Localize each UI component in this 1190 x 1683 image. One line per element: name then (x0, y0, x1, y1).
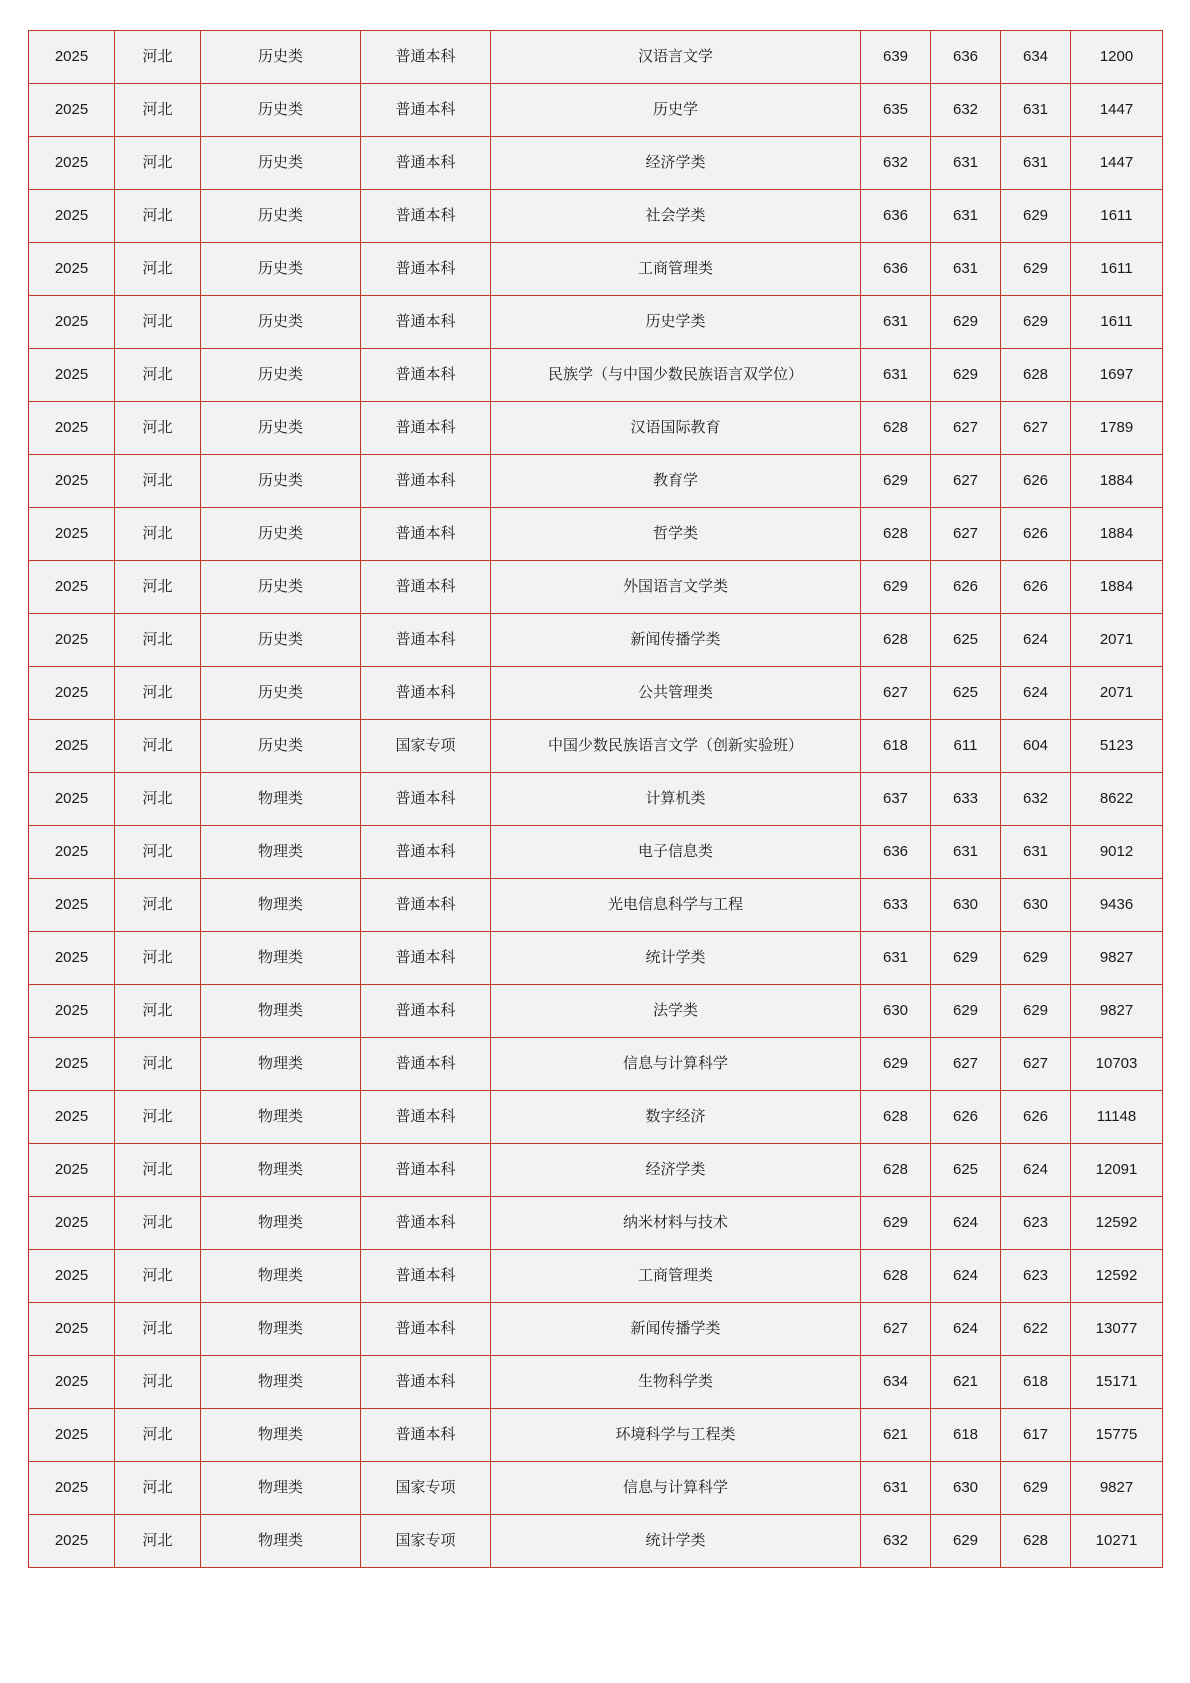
table-row (29, 137, 1163, 190)
cell-major: 公共管理类 (491, 667, 861, 720)
cell-batch: 普通本科 (361, 84, 491, 137)
cell-province: 河北 (115, 561, 201, 614)
cell-major: 信息与计算科学 (491, 1462, 861, 1515)
cell-max-score: 627 (861, 1303, 931, 1356)
cell-max-score: 629 (861, 455, 931, 508)
table-row (29, 720, 1163, 773)
cell-batch: 普通本科 (361, 349, 491, 402)
cell-major: 经济学类 (491, 1144, 861, 1197)
cell-year: 2025 (29, 932, 115, 985)
cell-max-score: 628 (861, 402, 931, 455)
cell-min-score: 636 (931, 31, 1001, 84)
table-row (29, 508, 1163, 561)
cell-max-score: 628 (861, 1144, 931, 1197)
cell-year: 2025 (29, 720, 115, 773)
cell-province: 河北 (115, 1515, 201, 1568)
cell-max-score: 630 (861, 985, 931, 1038)
cell-max-score: 618 (861, 720, 931, 773)
cell-province: 河北 (115, 402, 201, 455)
cell-min-score: 631 (931, 826, 1001, 879)
cell-avg-score: 618 (1001, 1356, 1071, 1409)
cell-province: 河北 (115, 1303, 201, 1356)
cell-major: 历史学 (491, 84, 861, 137)
cell-subject-type: 物理类 (201, 1356, 361, 1409)
cell-avg-score: 627 (1001, 402, 1071, 455)
cell-province: 河北 (115, 667, 201, 720)
cell-min-score: 627 (931, 1038, 1001, 1091)
cell-rank: 1611 (1071, 190, 1163, 243)
cell-province: 河北 (115, 1250, 201, 1303)
table-row (29, 402, 1163, 455)
table-row (29, 1144, 1163, 1197)
cell-subject-type: 历史类 (201, 614, 361, 667)
table-row (29, 614, 1163, 667)
cell-batch: 普通本科 (361, 561, 491, 614)
cell-province: 河北 (115, 1197, 201, 1250)
cell-major: 教育学 (491, 455, 861, 508)
cell-year: 2025 (29, 826, 115, 879)
cell-major: 经济学类 (491, 137, 861, 190)
cell-max-score: 631 (861, 932, 931, 985)
cell-subject-type: 物理类 (201, 932, 361, 985)
cell-major: 社会学类 (491, 190, 861, 243)
cell-avg-score: 631 (1001, 826, 1071, 879)
cell-batch: 普通本科 (361, 402, 491, 455)
cell-year: 2025 (29, 402, 115, 455)
cell-batch: 普通本科 (361, 1356, 491, 1409)
table-row (29, 1303, 1163, 1356)
cell-max-score: 628 (861, 1250, 931, 1303)
cell-subject-type: 物理类 (201, 1515, 361, 1568)
cell-max-score: 636 (861, 826, 931, 879)
cell-min-score: 630 (931, 1462, 1001, 1515)
table-row (29, 879, 1163, 932)
cell-max-score: 635 (861, 84, 931, 137)
cell-major: 数字经济 (491, 1091, 861, 1144)
cell-min-score: 625 (931, 614, 1001, 667)
cell-avg-score: 624 (1001, 667, 1071, 720)
cell-major: 工商管理类 (491, 243, 861, 296)
cell-major: 纳米材料与技术 (491, 1197, 861, 1250)
cell-rank: 1697 (1071, 349, 1163, 402)
cell-province: 河北 (115, 508, 201, 561)
cell-max-score: 633 (861, 879, 931, 932)
cell-max-score: 632 (861, 137, 931, 190)
cell-rank: 12592 (1071, 1250, 1163, 1303)
cell-year: 2025 (29, 31, 115, 84)
cell-max-score: 634 (861, 1356, 931, 1409)
cell-year: 2025 (29, 1515, 115, 1568)
cell-batch: 普通本科 (361, 1409, 491, 1462)
table-row (29, 1038, 1163, 1091)
cell-rank: 9436 (1071, 879, 1163, 932)
cell-min-score: 631 (931, 190, 1001, 243)
cell-major: 汉语言文学 (491, 31, 861, 84)
cell-year: 2025 (29, 1250, 115, 1303)
cell-year: 2025 (29, 985, 115, 1038)
cell-min-score: 631 (931, 243, 1001, 296)
cell-rank: 9827 (1071, 932, 1163, 985)
cell-major: 民族学（与中国少数民族语言双学位） (491, 349, 861, 402)
cell-max-score: 621 (861, 1409, 931, 1462)
table-body (29, 31, 1163, 1568)
cell-province: 河北 (115, 137, 201, 190)
cell-major: 新闻传播学类 (491, 614, 861, 667)
cell-subject-type: 历史类 (201, 402, 361, 455)
cell-rank: 9827 (1071, 1462, 1163, 1515)
cell-year: 2025 (29, 561, 115, 614)
cell-major: 法学类 (491, 985, 861, 1038)
cell-max-score: 629 (861, 561, 931, 614)
cell-subject-type: 历史类 (201, 84, 361, 137)
cell-min-score: 629 (931, 1515, 1001, 1568)
cell-min-score: 624 (931, 1303, 1001, 1356)
cell-subject-type: 物理类 (201, 1303, 361, 1356)
cell-rank: 9012 (1071, 826, 1163, 879)
cell-province: 河北 (115, 84, 201, 137)
cell-min-score: 633 (931, 773, 1001, 826)
cell-subject-type: 物理类 (201, 879, 361, 932)
cell-avg-score: 624 (1001, 1144, 1071, 1197)
cell-major: 统计学类 (491, 932, 861, 985)
cell-avg-score: 629 (1001, 296, 1071, 349)
cell-year: 2025 (29, 1409, 115, 1462)
cell-province: 河北 (115, 826, 201, 879)
cell-subject-type: 历史类 (201, 667, 361, 720)
cell-avg-score: 623 (1001, 1250, 1071, 1303)
cell-batch: 国家专项 (361, 720, 491, 773)
cell-rank: 15775 (1071, 1409, 1163, 1462)
cell-min-score: 629 (931, 985, 1001, 1038)
cell-avg-score: 629 (1001, 190, 1071, 243)
cell-province: 河北 (115, 455, 201, 508)
cell-subject-type: 物理类 (201, 773, 361, 826)
cell-batch: 普通本科 (361, 667, 491, 720)
cell-year: 2025 (29, 1462, 115, 1515)
cell-province: 河北 (115, 1144, 201, 1197)
cell-max-score: 636 (861, 243, 931, 296)
cell-year: 2025 (29, 243, 115, 296)
table-row (29, 1515, 1163, 1568)
cell-subject-type: 历史类 (201, 349, 361, 402)
cell-major: 光电信息科学与工程 (491, 879, 861, 932)
cell-min-score: 630 (931, 879, 1001, 932)
cell-batch: 普通本科 (361, 879, 491, 932)
cell-year: 2025 (29, 667, 115, 720)
cell-max-score: 632 (861, 1515, 931, 1568)
cell-max-score: 639 (861, 31, 931, 84)
cell-batch: 普通本科 (361, 1303, 491, 1356)
cell-year: 2025 (29, 1303, 115, 1356)
cell-major: 新闻传播学类 (491, 1303, 861, 1356)
cell-subject-type: 历史类 (201, 190, 361, 243)
cell-batch: 国家专项 (361, 1462, 491, 1515)
cell-avg-score: 630 (1001, 879, 1071, 932)
cell-province: 河北 (115, 190, 201, 243)
cell-rank: 2071 (1071, 614, 1163, 667)
cell-year: 2025 (29, 349, 115, 402)
cell-province: 河北 (115, 1462, 201, 1515)
table-row (29, 1091, 1163, 1144)
table-row (29, 985, 1163, 1038)
cell-avg-score: 626 (1001, 508, 1071, 561)
cell-province: 河北 (115, 773, 201, 826)
cell-min-score: 631 (931, 137, 1001, 190)
cell-batch: 普通本科 (361, 296, 491, 349)
cell-year: 2025 (29, 1091, 115, 1144)
table-row (29, 243, 1163, 296)
table-row (29, 349, 1163, 402)
cell-major: 历史学类 (491, 296, 861, 349)
cell-subject-type: 历史类 (201, 561, 361, 614)
cell-avg-score: 628 (1001, 349, 1071, 402)
cell-avg-score: 631 (1001, 84, 1071, 137)
cell-rank: 11148 (1071, 1091, 1163, 1144)
cell-min-score: 624 (931, 1197, 1001, 1250)
cell-rank: 5123 (1071, 720, 1163, 773)
cell-rank: 1447 (1071, 84, 1163, 137)
cell-province: 河北 (115, 349, 201, 402)
cell-province: 河北 (115, 1356, 201, 1409)
cell-min-score: 629 (931, 296, 1001, 349)
cell-min-score: 625 (931, 667, 1001, 720)
cell-major: 统计学类 (491, 1515, 861, 1568)
cell-batch: 普通本科 (361, 1091, 491, 1144)
cell-batch: 普通本科 (361, 1250, 491, 1303)
cell-year: 2025 (29, 508, 115, 561)
table-row (29, 1197, 1163, 1250)
table-row (29, 296, 1163, 349)
table-row (29, 826, 1163, 879)
cell-min-score: 625 (931, 1144, 1001, 1197)
cell-batch: 普通本科 (361, 773, 491, 826)
cell-year: 2025 (29, 1144, 115, 1197)
cell-rank: 1789 (1071, 402, 1163, 455)
cell-avg-score: 634 (1001, 31, 1071, 84)
cell-subject-type: 物理类 (201, 1091, 361, 1144)
admission-score-table (28, 30, 1163, 1568)
table-row (29, 84, 1163, 137)
table-row (29, 1356, 1163, 1409)
cell-max-score: 631 (861, 296, 931, 349)
cell-max-score: 629 (861, 1197, 931, 1250)
cell-batch: 普通本科 (361, 826, 491, 879)
cell-avg-score: 629 (1001, 1462, 1071, 1515)
cell-subject-type: 历史类 (201, 243, 361, 296)
table-row (29, 1409, 1163, 1462)
cell-year: 2025 (29, 296, 115, 349)
cell-rank: 13077 (1071, 1303, 1163, 1356)
cell-min-score: 627 (931, 508, 1001, 561)
cell-min-score: 611 (931, 720, 1001, 773)
table-row (29, 561, 1163, 614)
cell-avg-score: 604 (1001, 720, 1071, 773)
cell-major: 生物科学类 (491, 1356, 861, 1409)
table-row (29, 1250, 1163, 1303)
cell-batch: 普通本科 (361, 243, 491, 296)
cell-batch: 普通本科 (361, 508, 491, 561)
cell-rank: 1611 (1071, 296, 1163, 349)
cell-rank: 1884 (1071, 455, 1163, 508)
cell-avg-score: 627 (1001, 1038, 1071, 1091)
cell-rank: 8622 (1071, 773, 1163, 826)
cell-rank: 2071 (1071, 667, 1163, 720)
cell-year: 2025 (29, 84, 115, 137)
cell-province: 河北 (115, 720, 201, 773)
cell-province: 河北 (115, 296, 201, 349)
cell-avg-score: 626 (1001, 1091, 1071, 1144)
cell-rank: 1447 (1071, 137, 1163, 190)
cell-min-score: 621 (931, 1356, 1001, 1409)
cell-avg-score: 626 (1001, 561, 1071, 614)
cell-rank: 9827 (1071, 985, 1163, 1038)
cell-year: 2025 (29, 1197, 115, 1250)
cell-major: 中国少数民族语言文学（创新实验班） (491, 720, 861, 773)
cell-min-score: 629 (931, 932, 1001, 985)
cell-major: 汉语国际教育 (491, 402, 861, 455)
cell-rank: 1200 (1071, 31, 1163, 84)
cell-rank: 1884 (1071, 508, 1163, 561)
cell-avg-score: 622 (1001, 1303, 1071, 1356)
table-row (29, 190, 1163, 243)
cell-rank: 10271 (1071, 1515, 1163, 1568)
table-row (29, 1462, 1163, 1515)
cell-batch: 国家专项 (361, 1515, 491, 1568)
table-row (29, 31, 1163, 84)
table-row (29, 455, 1163, 508)
cell-major: 哲学类 (491, 508, 861, 561)
cell-subject-type: 历史类 (201, 31, 361, 84)
cell-subject-type: 物理类 (201, 1250, 361, 1303)
cell-avg-score: 629 (1001, 985, 1071, 1038)
cell-batch: 普通本科 (361, 1038, 491, 1091)
cell-max-score: 627 (861, 667, 931, 720)
cell-rank: 1611 (1071, 243, 1163, 296)
cell-batch: 普通本科 (361, 455, 491, 508)
cell-province: 河北 (115, 1091, 201, 1144)
cell-subject-type: 历史类 (201, 455, 361, 508)
cell-major: 信息与计算科学 (491, 1038, 861, 1091)
table-row (29, 932, 1163, 985)
cell-rank: 10703 (1071, 1038, 1163, 1091)
cell-subject-type: 物理类 (201, 1144, 361, 1197)
cell-min-score: 629 (931, 349, 1001, 402)
cell-province: 河北 (115, 932, 201, 985)
cell-batch: 普通本科 (361, 137, 491, 190)
cell-year: 2025 (29, 1356, 115, 1409)
cell-max-score: 628 (861, 614, 931, 667)
cell-province: 河北 (115, 879, 201, 932)
cell-max-score: 631 (861, 1462, 931, 1515)
cell-min-score: 632 (931, 84, 1001, 137)
cell-min-score: 626 (931, 561, 1001, 614)
cell-avg-score: 632 (1001, 773, 1071, 826)
cell-batch: 普通本科 (361, 1144, 491, 1197)
cell-major: 计算机类 (491, 773, 861, 826)
cell-max-score: 631 (861, 349, 931, 402)
cell-batch: 普通本科 (361, 614, 491, 667)
cell-max-score: 636 (861, 190, 931, 243)
cell-subject-type: 物理类 (201, 985, 361, 1038)
cell-major: 工商管理类 (491, 1250, 861, 1303)
cell-year: 2025 (29, 455, 115, 508)
cell-min-score: 618 (931, 1409, 1001, 1462)
table-row (29, 667, 1163, 720)
cell-avg-score: 629 (1001, 932, 1071, 985)
cell-max-score: 628 (861, 1091, 931, 1144)
cell-max-score: 628 (861, 508, 931, 561)
cell-rank: 12091 (1071, 1144, 1163, 1197)
cell-avg-score: 617 (1001, 1409, 1071, 1462)
cell-max-score: 629 (861, 1038, 931, 1091)
cell-subject-type: 历史类 (201, 720, 361, 773)
cell-year: 2025 (29, 614, 115, 667)
cell-min-score: 627 (931, 455, 1001, 508)
cell-rank: 15171 (1071, 1356, 1163, 1409)
cell-year: 2025 (29, 190, 115, 243)
cell-subject-type: 历史类 (201, 508, 361, 561)
cell-subject-type: 物理类 (201, 1038, 361, 1091)
cell-avg-score: 628 (1001, 1515, 1071, 1568)
cell-year: 2025 (29, 773, 115, 826)
cell-subject-type: 物理类 (201, 1197, 361, 1250)
cell-subject-type: 物理类 (201, 1409, 361, 1462)
cell-year: 2025 (29, 1038, 115, 1091)
cell-province: 河北 (115, 31, 201, 84)
cell-subject-type: 历史类 (201, 296, 361, 349)
cell-avg-score: 623 (1001, 1197, 1071, 1250)
cell-year: 2025 (29, 137, 115, 190)
cell-province: 河北 (115, 243, 201, 296)
cell-subject-type: 历史类 (201, 137, 361, 190)
cell-avg-score: 624 (1001, 614, 1071, 667)
cell-batch: 普通本科 (361, 1197, 491, 1250)
cell-province: 河北 (115, 985, 201, 1038)
cell-major: 外国语言文学类 (491, 561, 861, 614)
cell-subject-type: 物理类 (201, 826, 361, 879)
cell-province: 河北 (115, 1409, 201, 1462)
cell-major: 电子信息类 (491, 826, 861, 879)
cell-batch: 普通本科 (361, 190, 491, 243)
cell-max-score: 637 (861, 773, 931, 826)
table-row (29, 773, 1163, 826)
cell-province: 河北 (115, 614, 201, 667)
cell-min-score: 627 (931, 402, 1001, 455)
cell-avg-score: 631 (1001, 137, 1071, 190)
cell-major: 环境科学与工程类 (491, 1409, 861, 1462)
cell-province: 河北 (115, 1038, 201, 1091)
cell-avg-score: 626 (1001, 455, 1071, 508)
cell-min-score: 626 (931, 1091, 1001, 1144)
cell-batch: 普通本科 (361, 31, 491, 84)
cell-rank: 1884 (1071, 561, 1163, 614)
cell-batch: 普通本科 (361, 985, 491, 1038)
cell-min-score: 624 (931, 1250, 1001, 1303)
cell-subject-type: 物理类 (201, 1462, 361, 1515)
cell-batch: 普通本科 (361, 932, 491, 985)
cell-rank: 12592 (1071, 1197, 1163, 1250)
cell-avg-score: 629 (1001, 243, 1071, 296)
cell-year: 2025 (29, 879, 115, 932)
